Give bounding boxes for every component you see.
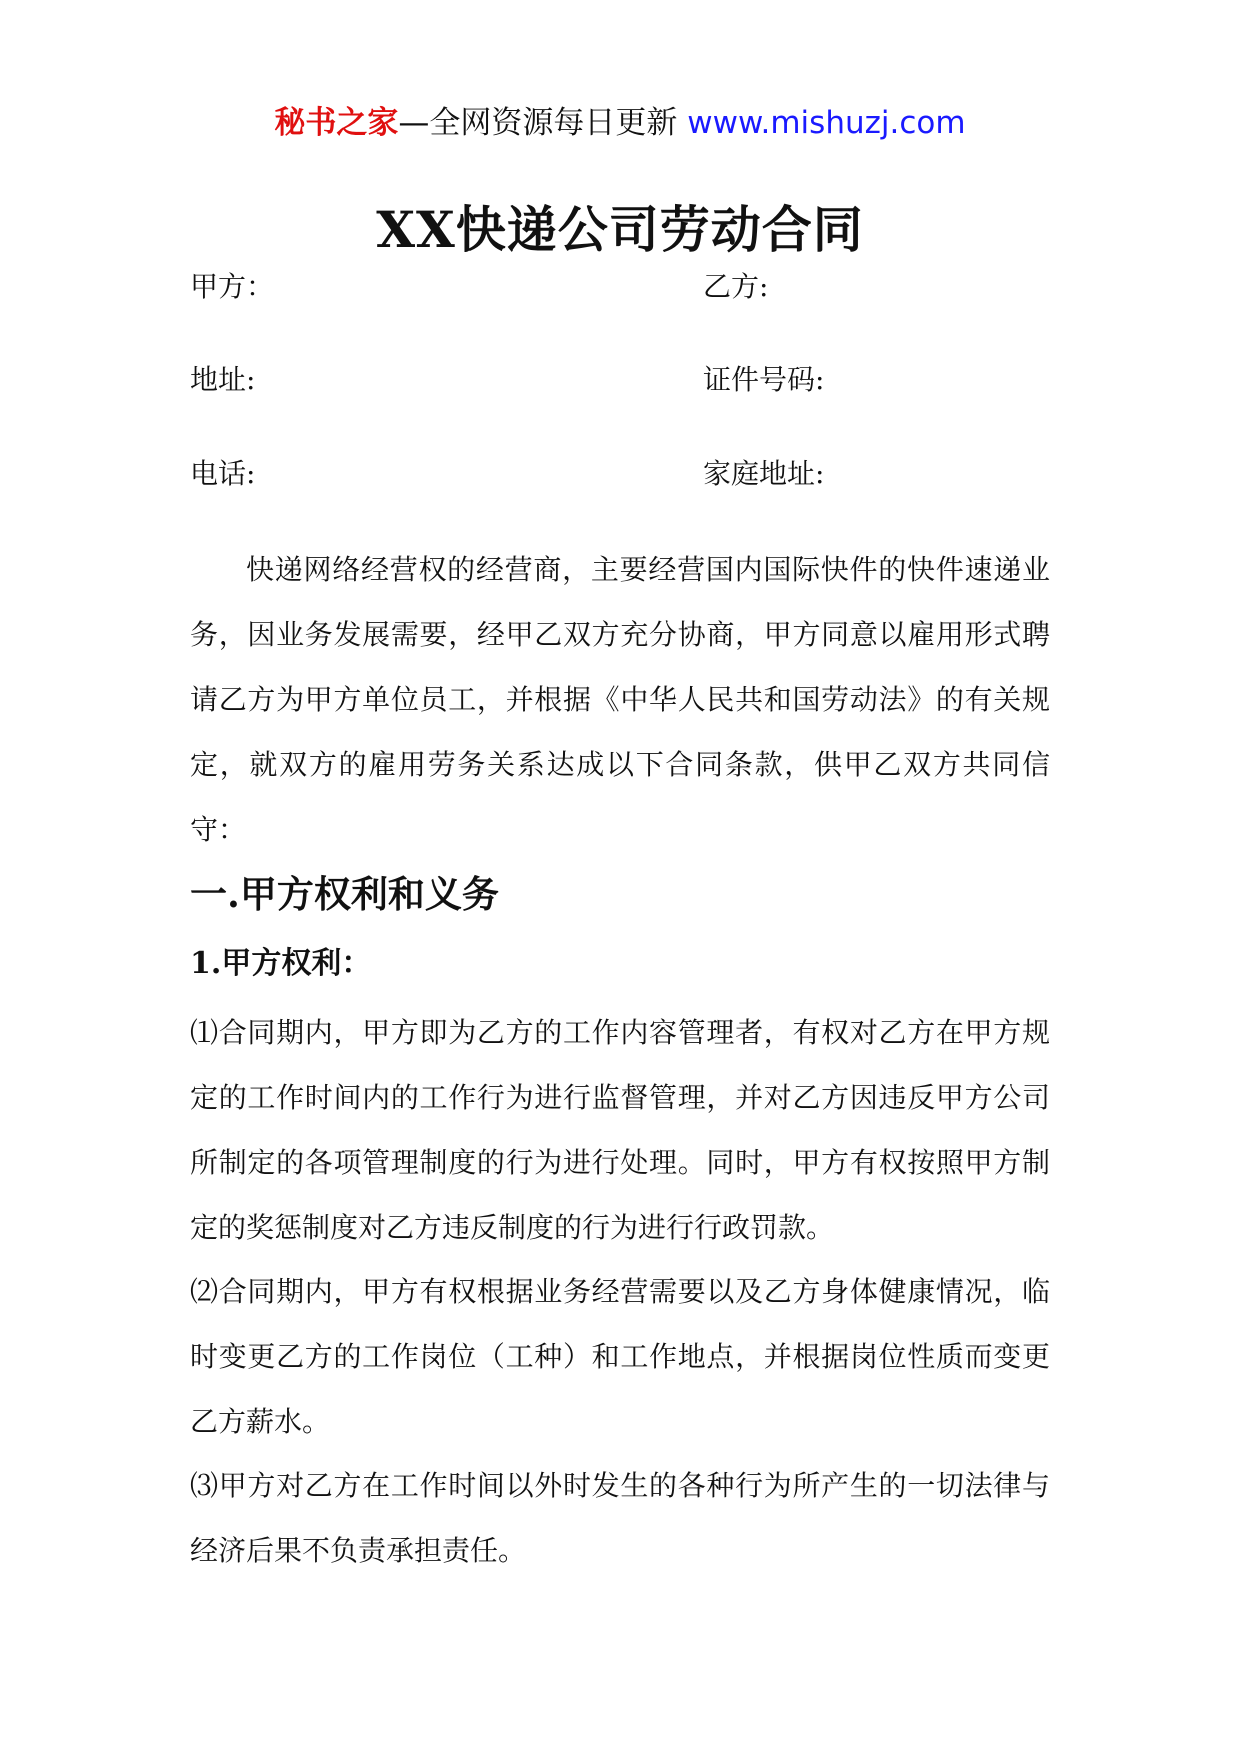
intro-paragraph: 快递网络经营权的经营商，主要经营国内国际快件的快件速递业务，因业务发展需要，经甲乙双方充分协商，甲方同意以雇用形式聘请乙方为甲方单位员工，并根据《中华人民共和国劳动法》的有关规定，就双方的雇用劳务关系达成以下合同条款，供甲乙双方共同信守： xyxy=(190,553,1050,846)
brand-slogan: —全网资源每日更新 xyxy=(398,105,688,141)
site-banner xyxy=(0,100,1240,146)
party-b-label: 乙方: xyxy=(703,270,769,303)
home-address-label: 家庭地址: xyxy=(703,457,825,490)
document-title: XX快递公司劳动合同 xyxy=(376,199,864,259)
subsection-heading: 1.甲方权利： xyxy=(190,946,372,981)
phone-label: 电话: xyxy=(190,457,256,490)
clause-item-3: ⑶甲方对乙方在工作时间以外时发生的各种行为所产生的一切法律与经济后果不负责承担责任。 xyxy=(190,1469,1050,1567)
brand-name: 秘书之家 xyxy=(274,105,399,141)
party-a-label: 甲方： xyxy=(190,270,275,303)
address-label: 地址: xyxy=(190,363,256,396)
id-number-label: 证件号码: xyxy=(703,363,825,396)
section-heading: 一.甲方权利和义务 xyxy=(190,872,499,916)
clause-item-1: ⑴合同期内，甲方即为乙方的工作内容管理者，有权对乙方在甲方规定的工作时间内的工作行为进行监督管理，并对乙方因违反甲方公司所制定的各项管理制度的行为进行处理。同时，甲方有权按照甲方制定的奖惩制度对乙方违反制度的行为进行行政罚款。 xyxy=(190,1016,1050,1244)
clause-item-2: ⑵合同期内，甲方有权根据业务经营需要以及乙方身体健康情况，临时变更乙方的工作岗位（工种）和工作地点，并根据岗位性质而变更乙方薪水。 xyxy=(190,1275,1050,1438)
site-url-link[interactable]: www.mishuzj.com xyxy=(687,105,966,141)
